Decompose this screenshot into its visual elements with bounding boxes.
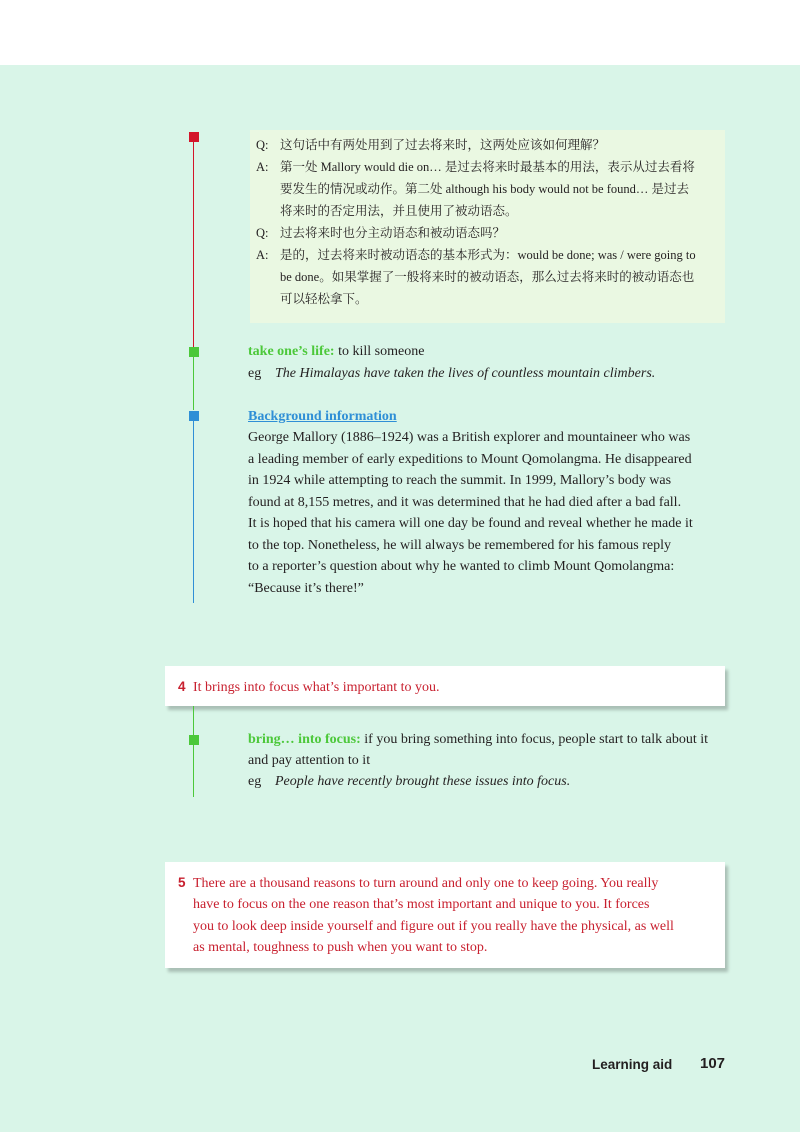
green-vertical-line	[193, 745, 194, 797]
callout-5-line: There are a thousand reasons to turn around and only one to keep going. You really	[193, 876, 659, 891]
vocab-definition-line2: and pay attention to it	[248, 753, 371, 768]
qa-text: 将来时的否定用法，并且使用了被动语态。	[280, 204, 518, 218]
background-line: to the top. Nonetheless, he will always be remembered for his famous reply	[248, 538, 671, 553]
page-number: 107	[700, 1055, 726, 1072]
qa-text: 要发生的情况或动作。第二处 although his body would not be found… 是过去	[280, 182, 690, 196]
background-title-text: Background information	[248, 409, 397, 424]
red-vertical-line	[193, 142, 194, 350]
background-line: to a reporter’s question about why he wanted to climb Mount Qomolangma:	[248, 559, 675, 574]
qa-text: 这句话中有两处用到了过去将来时，这两处应该如何理解？	[280, 138, 606, 152]
background-line: in 1924 while attempting to reach the summit. In 1999, Mallory’s body was	[248, 473, 672, 488]
example-sentence: The Himalayas have taken the lives of countless mountain climbers.	[275, 366, 656, 381]
qa-text: be done。如果掌握了一般将来时的被动语态，那么过去将来时的被动语态也	[280, 270, 695, 284]
qa-tag: Q:	[256, 226, 269, 240]
callout-5-line: have to focus on the one reason that’s most important and unique to you. It forces	[193, 897, 650, 912]
vocab-bring-focus	[248, 729, 708, 751]
callout-5-number: 5	[178, 875, 186, 890]
qa-text: 过去将来时也分主动语态和被动语态吗？	[280, 226, 506, 240]
green-marker-square	[189, 347, 199, 357]
qa-text: 第一处 Mallory would die on… 是过去将来时最基本的用法，表示从过去看将	[280, 160, 695, 174]
vocab-term: bring… into focus:	[248, 732, 361, 747]
red-marker-square	[189, 132, 199, 142]
qa-text: 可以轻松拿下。	[280, 292, 368, 306]
blue-marker-square	[189, 411, 199, 421]
example-sentence: People have recently brought these issues into focus.	[275, 774, 571, 789]
background-line: found at 8,155 metres, and it was determined that he had died after a bad fall.	[248, 495, 682, 510]
callout-5-line: as mental, toughness to push when you want to stop.	[193, 940, 488, 955]
background-line: “Because it’s there!”	[248, 581, 364, 596]
callout-5-line: you to look deep inside yourself and figure out if you really have the physical, as well	[193, 919, 674, 934]
green-marker-square	[189, 735, 199, 745]
footer-section-label: Learning aid	[592, 1057, 673, 1072]
callout-4-text: It brings into focus what’s important to you.	[193, 680, 440, 695]
background-title	[248, 406, 397, 428]
qa-text: 是的，过去将来时被动语态的基本形式为：would be done; was / were going to	[280, 248, 696, 262]
vocab-definition: if you bring something into focus, people start to talk about it	[360, 732, 709, 747]
callout-4-number: 4	[178, 679, 186, 694]
green-vertical-line	[193, 706, 194, 736]
qa-tag: Q:	[256, 138, 269, 152]
eg-label: eg	[248, 774, 262, 789]
background-line: George Mallory (1886–1924) was a British explorer and mountaineer who was	[248, 430, 691, 445]
vocab-term: take one’s life:	[248, 344, 335, 359]
vocab-take-life	[248, 341, 424, 363]
background-line: It is hoped that his camera will one day be found and reveal whether he made it	[248, 516, 693, 531]
qa-tag: A:	[256, 160, 269, 174]
background-line: a leading member of early expeditions to Mount Qomolangma. He disappeared	[248, 452, 692, 467]
green-vertical-line	[193, 357, 194, 410]
eg-label: eg	[248, 366, 262, 381]
blue-vertical-line	[193, 421, 194, 603]
qa-tag: A:	[256, 248, 269, 262]
vocab-definition: to kill someone	[334, 344, 425, 359]
